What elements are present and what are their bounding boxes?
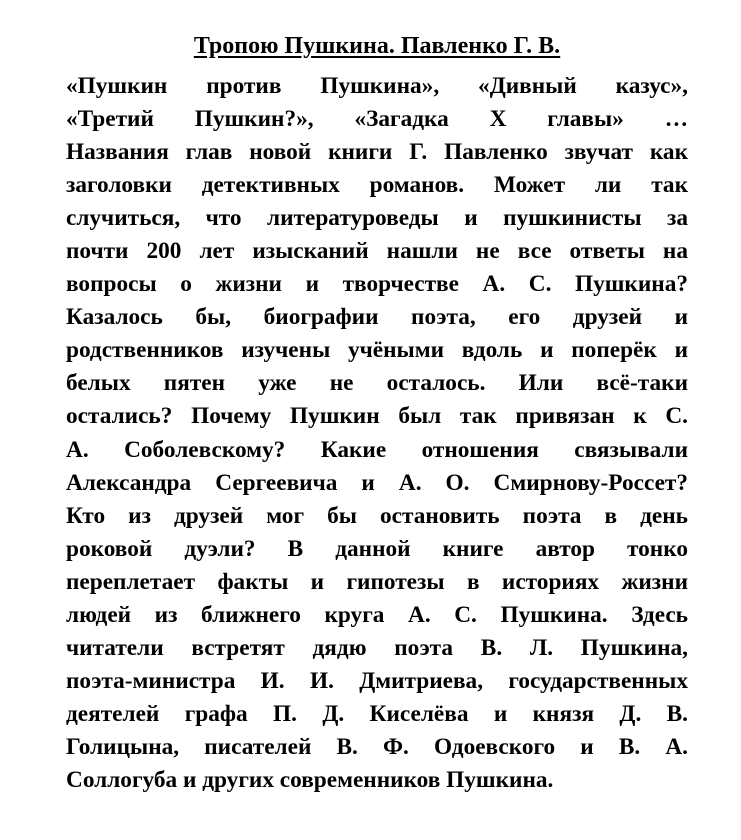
paragraph-line: случиться, что литературоведы и пушкинисты за bbox=[66, 205, 688, 232]
paragraph-line: роковой дуэли? В данной книге автор тонко bbox=[66, 535, 688, 562]
paragraph-line: остались? Почему Пушкин был так привязан к С. bbox=[66, 403, 688, 430]
description-paragraph bbox=[66, 70, 688, 797]
document-title: Тропою Пушкина. Павленко Г. В. bbox=[193, 33, 561, 59]
paragraph-line: деятелей графа П. Д. Киселёва и князя Д. В. bbox=[66, 700, 688, 727]
paragraph-line: поэта-министра И. И. Дмитриева, государственных bbox=[66, 667, 688, 694]
paragraph-line: «Третий Пушкин?», «Загадка X главы» … bbox=[66, 106, 688, 133]
paragraph-line: людей из ближнего круга А. С. Пушкина. Здесь bbox=[66, 601, 688, 628]
paragraph-line: Соллогуба и других современников Пушкина. bbox=[66, 766, 554, 793]
paragraph-line: А. Соболевскому? Какие отношения связывали bbox=[66, 436, 688, 463]
paragraph-line: Кто из друзей мог бы остановить поэта в день bbox=[66, 502, 688, 529]
paragraph-line: читатели встретят дядю поэта В. Л. Пушкина, bbox=[66, 634, 688, 661]
paragraph-line: вопросы о жизни и творчестве А. С. Пушкина? bbox=[66, 271, 688, 298]
paragraph-line: белых пятен уже не осталось. Или всё-таки bbox=[66, 370, 688, 397]
paragraph-line: Голицына, писателей В. Ф. Одоевского и В. А. bbox=[66, 733, 688, 760]
paragraph-line: Казалось бы, биографии поэта, его друзей и bbox=[66, 304, 688, 331]
paragraph-line: переплетает факты и гипотезы в историях жизни bbox=[66, 568, 688, 595]
paragraph-line: Названия глав новой книги Г. Павленко звучат как bbox=[66, 139, 688, 166]
paragraph-line: заголовки детективных романов. Может ли так bbox=[66, 172, 688, 199]
paragraph-line: родственников изучены учёными вдоль и поперёк и bbox=[66, 337, 688, 364]
document-page bbox=[66, 32, 688, 797]
paragraph-line: Александра Сергеевича и А. О. Смирнову-Россет? bbox=[66, 469, 688, 496]
paragraph-line: почти 200 лет изысканий нашли не все ответы на bbox=[66, 238, 688, 265]
paragraph-line: «Пушкин против Пушкина», «Дивный казус», bbox=[66, 73, 688, 99]
